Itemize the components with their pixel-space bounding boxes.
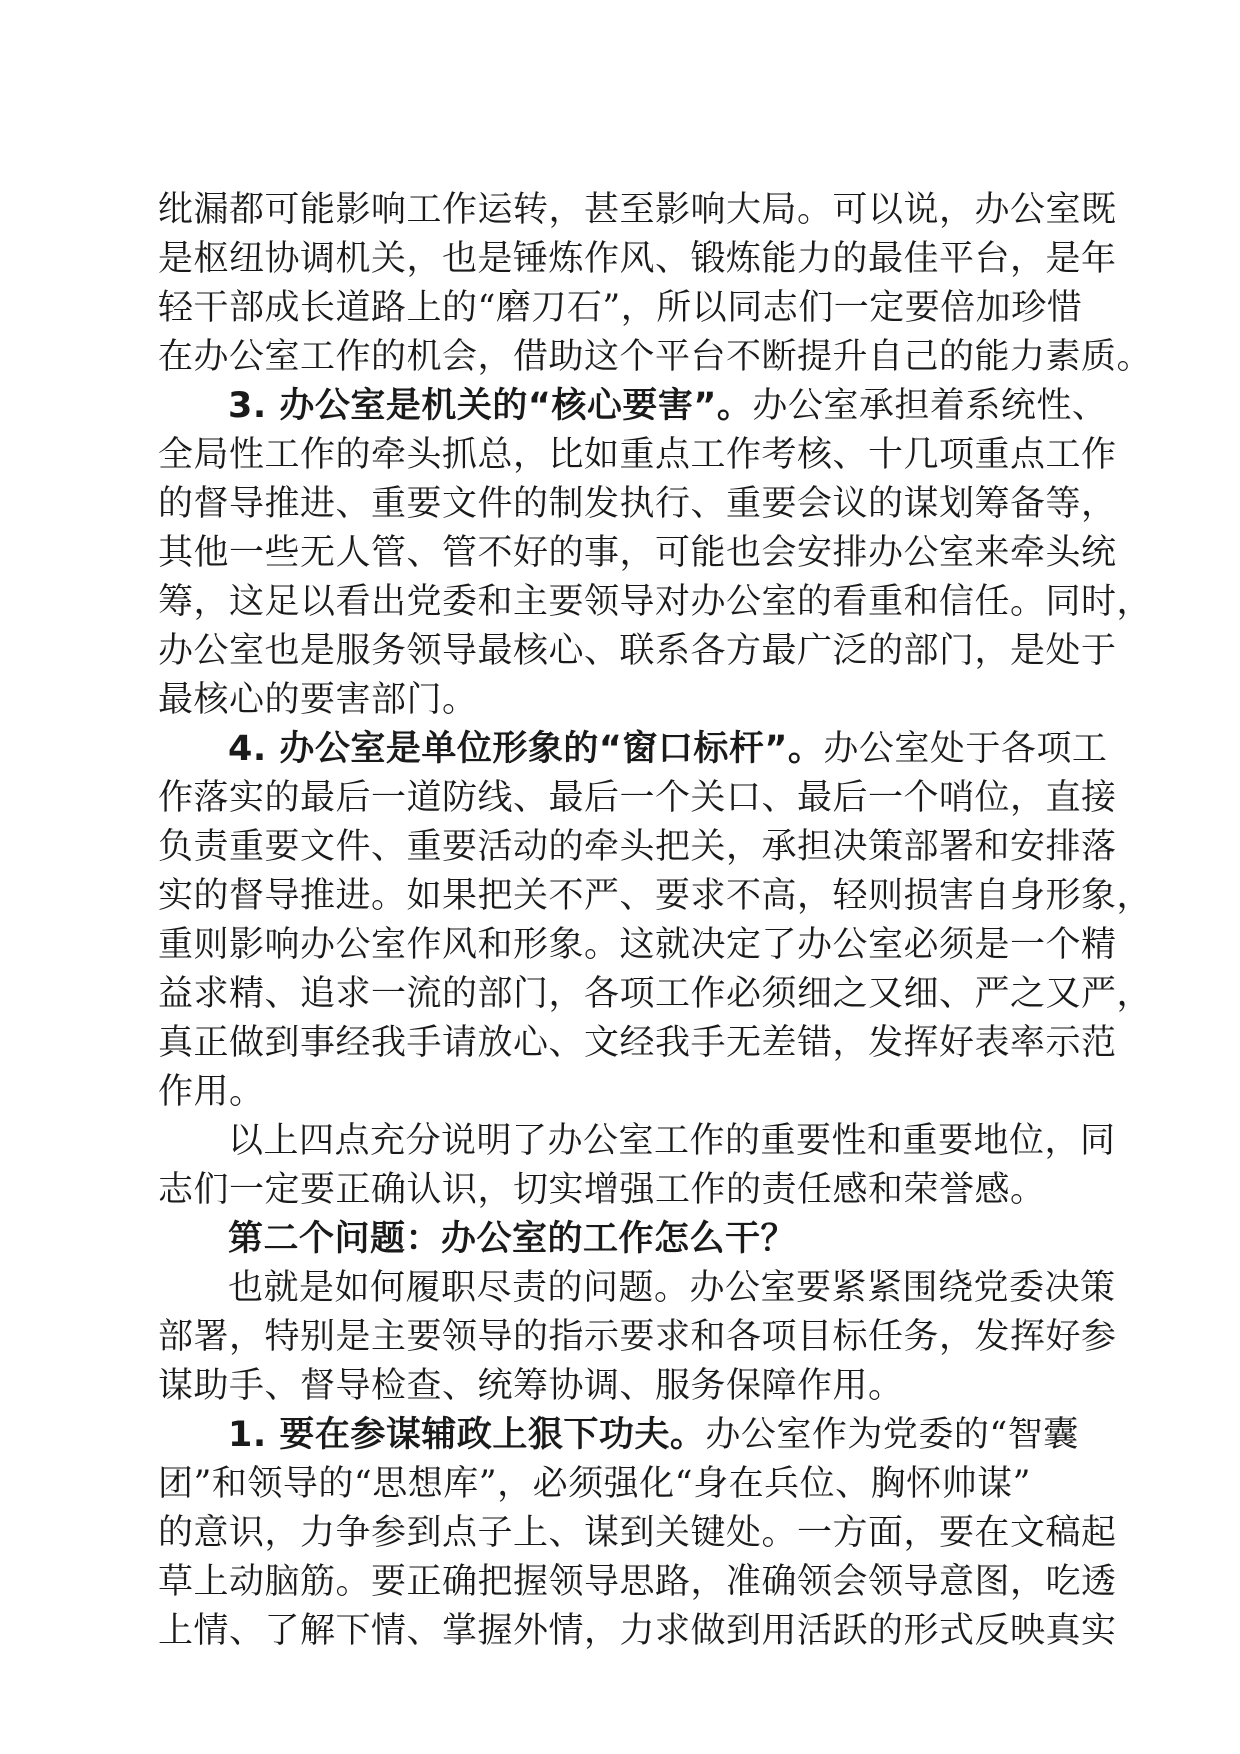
section-4-heading: 4. 办公室是单位形象的“窗口标杆”。 <box>228 729 824 769</box>
paragraph-line: 纰漏都可能影响工作运转，甚至影响大局。可以说，办公室既 <box>158 190 1117 230</box>
paragraph-line: 办公室也是服务领导最核心、联系各方最广泛的部门，是处于 <box>158 631 1117 671</box>
paragraph-line: 筹，这足以看出党委和主要领导对办公室的看重和信任。同时， <box>158 582 1153 622</box>
paragraph-line: 负责重要文件、重要活动的牵头把关，承担决策部署和安排落 <box>158 827 1117 867</box>
paragraph-line: 的意识，力争参到点子上、谋到关键处。一方面，要在文稿起 <box>158 1513 1117 1553</box>
section-4-line <box>228 727 1107 771</box>
paragraph-line: 也就是如何履职尽责的问题。办公室要紧紧围绕党委决策 <box>228 1268 1116 1308</box>
paragraph-line: 作用。 <box>158 1072 265 1112</box>
section-3-line <box>228 384 1107 428</box>
paragraph-line: 重则影响办公室作风和形象。这就决定了办公室必须是一个精 <box>158 925 1117 965</box>
paragraph-line: 作落实的最后一道防线、最后一个关口、最后一个哨位，直接 <box>158 778 1117 818</box>
section-heading: 第二个问题：办公室的工作怎么干？ <box>228 1219 797 1259</box>
paragraph-line: 部署，特别是主要领导的指示要求和各项目标任务，发挥好参 <box>158 1317 1117 1357</box>
paragraph-line: 实的督导推进。如果把关不严、要求不高，轻则损害自身形象， <box>158 876 1153 916</box>
subsection-1-line <box>228 1413 1079 1457</box>
paragraph-line: 的督导推进、重要文件的制发执行、重要会议的谋划筹备等， <box>158 484 1117 524</box>
subsection-1-text: 办公室作为党委的“智囊 <box>705 1415 1079 1455</box>
paragraph-line: 谋助手、督导检查、统筹协调、服务保障作用。 <box>158 1366 904 1406</box>
paragraph-line: 真正做到事经我手请放心、文经我手无差错，发挥好表率示范 <box>158 1023 1117 1063</box>
paragraph-line: 草上动脑筋。要正确把握领导思路，准确领会领导意图，吃透 <box>158 1562 1117 1602</box>
paragraph-line: 团”和领导的“思想库”，必须强化“身在兵位、胸怀帅谋” <box>158 1464 1031 1504</box>
paragraph-line: 益求精、追求一流的部门，各项工作必须细之又细、严之又严， <box>158 974 1153 1014</box>
paragraph-line: 轻干部成长道路上的“磨刀石”，所以同志们一定要倍加珍惜 <box>158 288 1083 328</box>
section-3-text: 办公室承担着系统性、 <box>752 386 1108 426</box>
paragraph-line: 志们一定要正确认识，切实增强工作的责任感和荣誉感。 <box>158 1170 1046 1210</box>
paragraph-line: 是枢纽协调机关，也是锤炼作风、锻炼能力的最佳平台，是年 <box>158 239 1117 279</box>
subsection-1-heading: 1. 要在参谋辅政上狠下功夫。 <box>228 1415 706 1455</box>
section-3-heading: 3. 办公室是机关的“核心要害”。 <box>228 386 753 426</box>
paragraph-line: 上情、了解下情、掌握外情，力求做到用活跃的形式反映真实 <box>158 1611 1117 1651</box>
summary-line: 以上四点充分说明了办公室工作的重要性和重要地位，同 <box>228 1121 1116 1161</box>
paragraph-line: 全局性工作的牵头抓总，比如重点工作考核、十几项重点工作 <box>158 435 1117 475</box>
section-4-text: 办公室处于各项工 <box>823 729 1108 769</box>
paragraph-line: 最核心的要害部门。 <box>158 680 478 720</box>
paragraph-line: 在办公室工作的机会，借助这个平台不断提升自己的能力素质。 <box>158 337 1153 377</box>
paragraph-line: 其他一些无人管、管不好的事，可能也会安排办公室来牵头统 <box>158 533 1117 573</box>
